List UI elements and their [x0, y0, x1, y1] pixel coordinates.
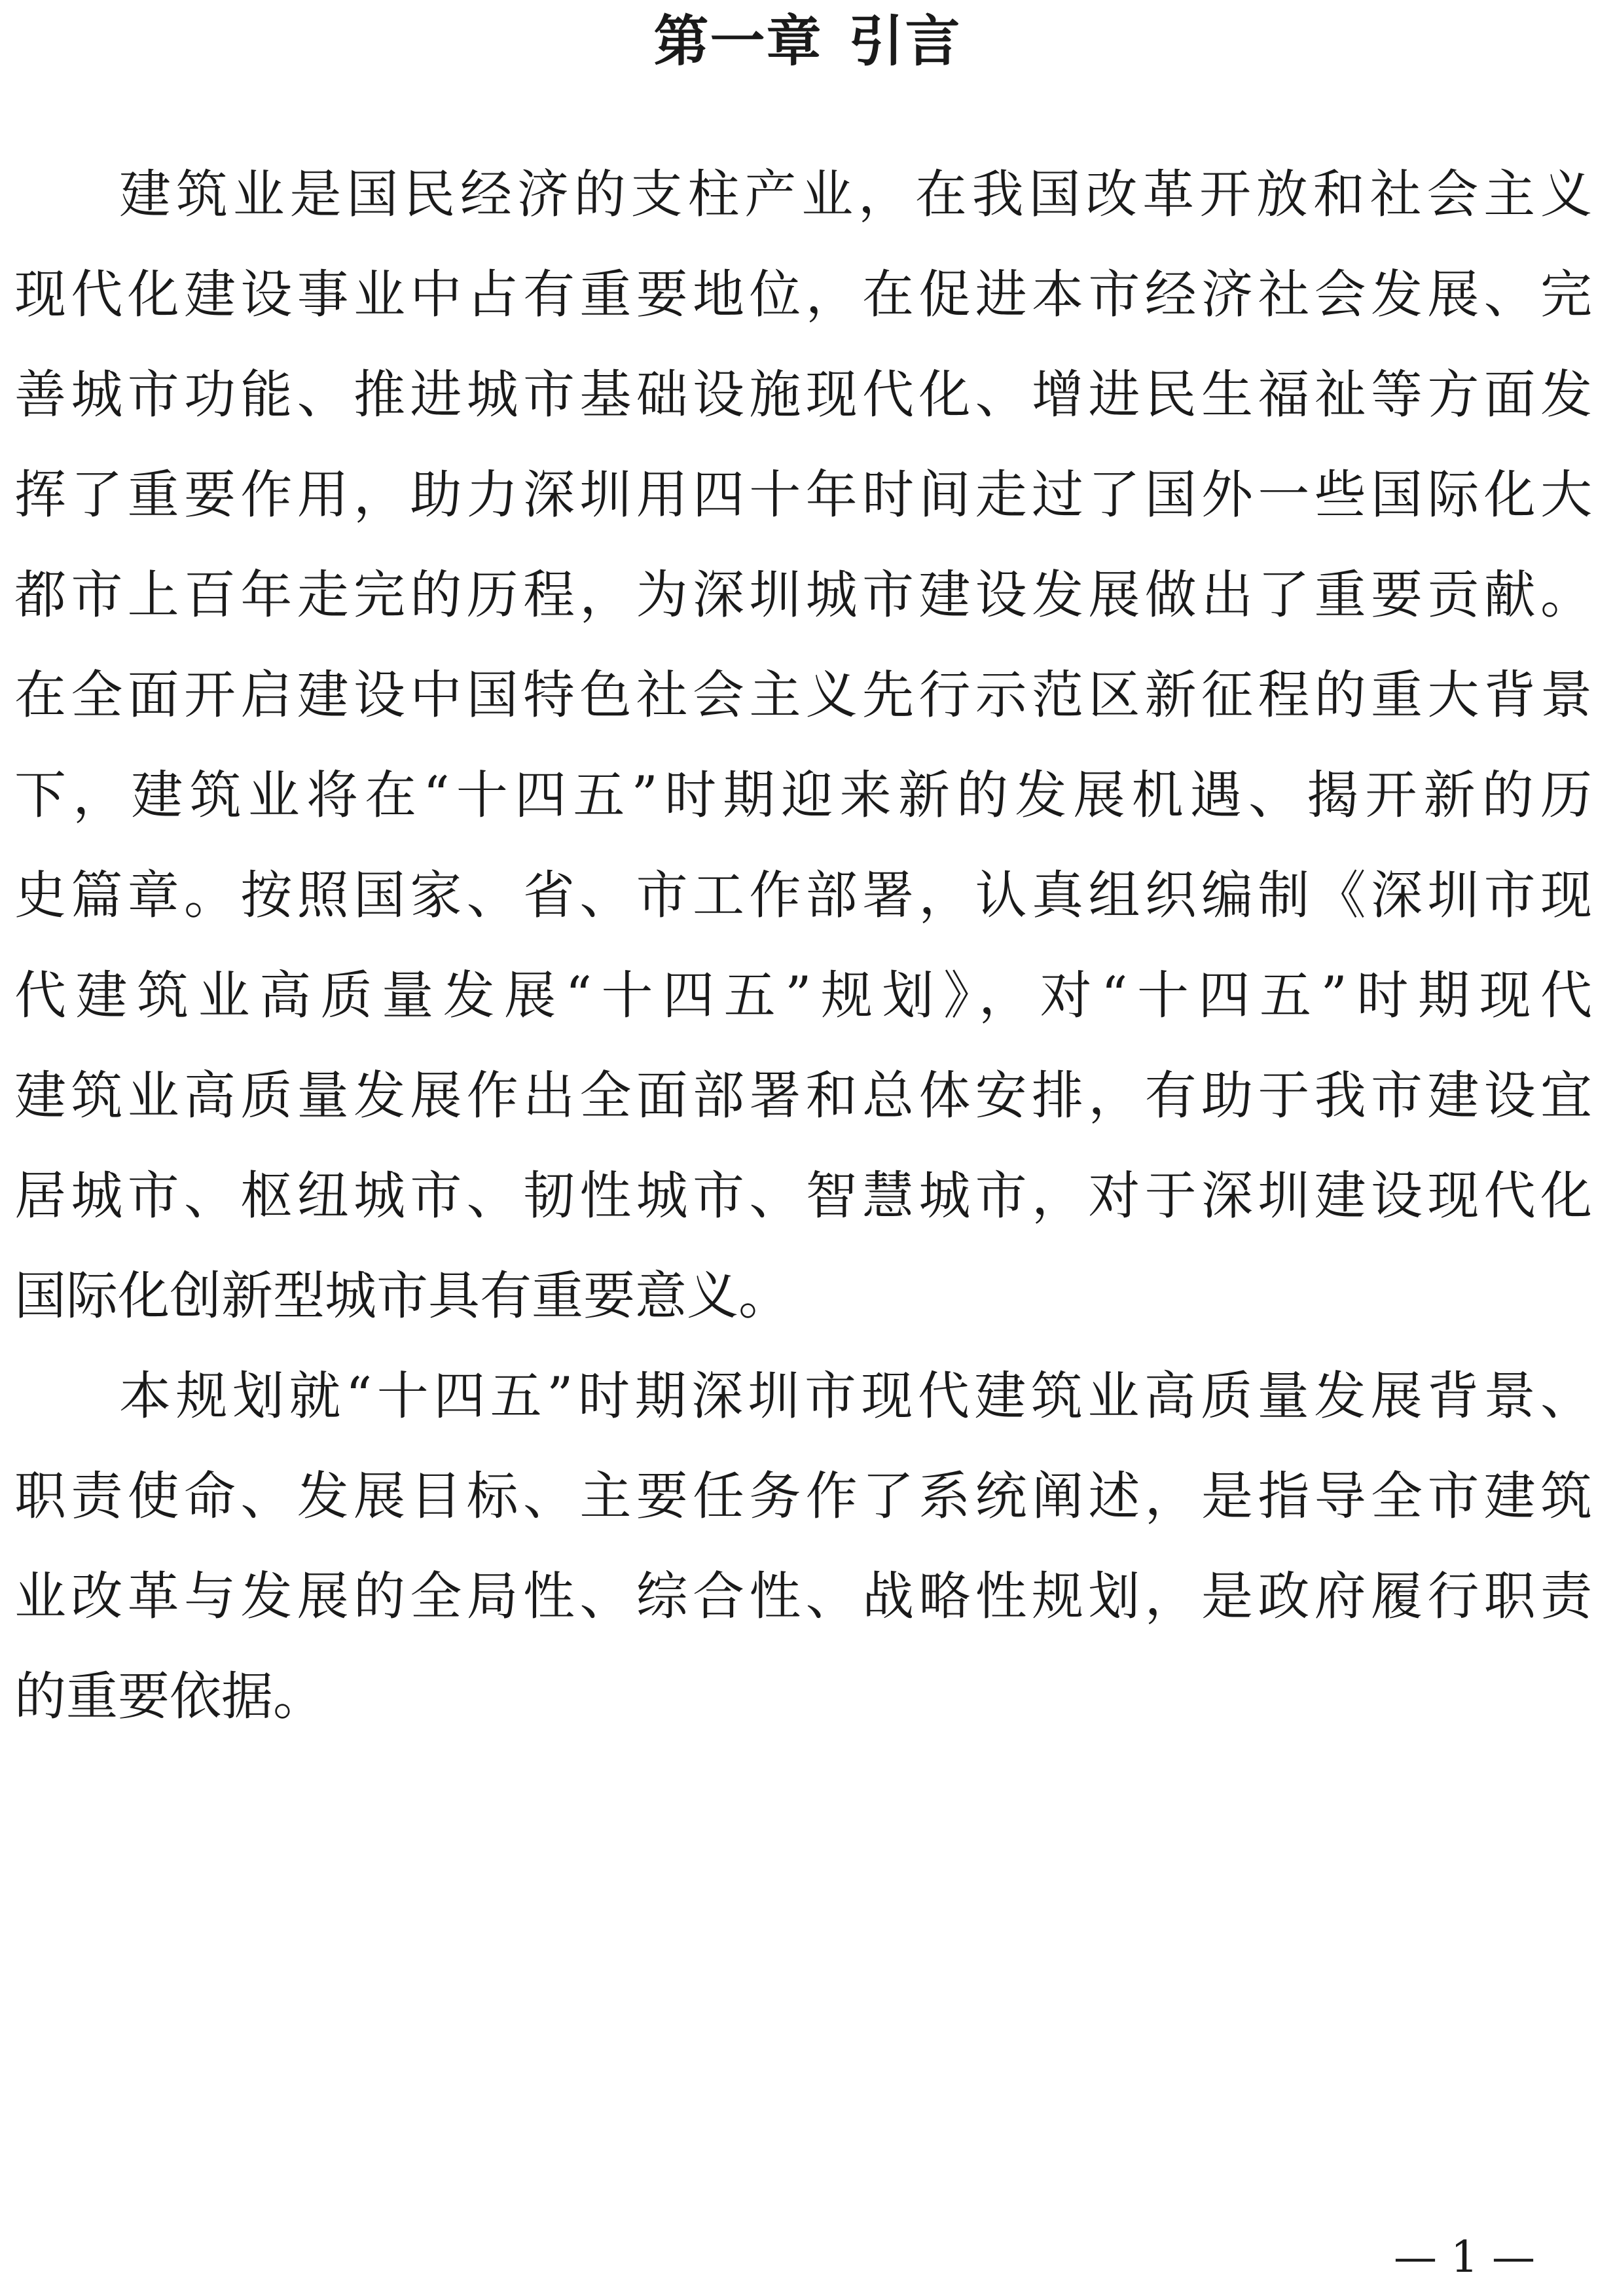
- text-line: 代建筑业高质量发展“十四五”规划》，对“十四五”时期现代: [14, 965, 1592, 1026]
- body-text: [14, 155, 1592, 1757]
- chapter-title: [0, 5, 1615, 77]
- text-line: 都市上百年走完的历程，为深圳城市建设发展做出了重要贡献。: [14, 565, 1592, 625]
- text-line: 建筑业是国民经济的支柱产业，在我国改革开放和社会主义: [119, 164, 1592, 224]
- paragraph-intro: [14, 155, 1592, 1357]
- text-line: 职责使命、发展目标、主要任务作了系统阐述，是指导全市建筑: [14, 1466, 1592, 1526]
- text-line: 在全面开启建设中国特色社会主义先行示范区新征程的重大背景: [14, 665, 1592, 725]
- text-line: 居城市、枢纽城市、韧性城市、智慧城市，对于深圳建设现代化: [14, 1166, 1592, 1226]
- text-line: 的重要依据。: [14, 1666, 325, 1727]
- text-line: 业改革与发展的全局性、综合性、战略性规划，是政府履行职责: [14, 1566, 1592, 1626]
- page-number: — 1 —: [1394, 2232, 1535, 2282]
- text-line: 挥了重要作用，助力深圳用四十年时间走过了国外一些国际化大: [14, 465, 1592, 525]
- chapter-number: 第一章: [653, 9, 823, 73]
- chapter-title-text: 引言: [848, 9, 962, 73]
- text-line: 现代化建设事业中占有重要地位，在促进本市经济社会发展、完: [14, 264, 1592, 325]
- text-line: 下，建筑业将在“十四五”时期迎来新的发展机遇、揭开新的历: [14, 765, 1592, 825]
- text-line: 国际化创新型城市具有重要意义。: [14, 1266, 790, 1326]
- text-line: 本规划就“十四五”时期深圳市现代建筑业高质量发展背景、: [119, 1366, 1592, 1426]
- text-line: 善城市功能、推进城市基础设施现代化、增进民生福祉等方面发: [14, 365, 1592, 425]
- paragraph-scope: [14, 1357, 1592, 1757]
- text-line: 建筑业高质量发展作出全面部署和总体安排，有助于我市建设宜: [14, 1066, 1592, 1126]
- text-line: 史篇章。按照国家、省、市工作部署，认真组织编制《深圳市现: [14, 865, 1592, 925]
